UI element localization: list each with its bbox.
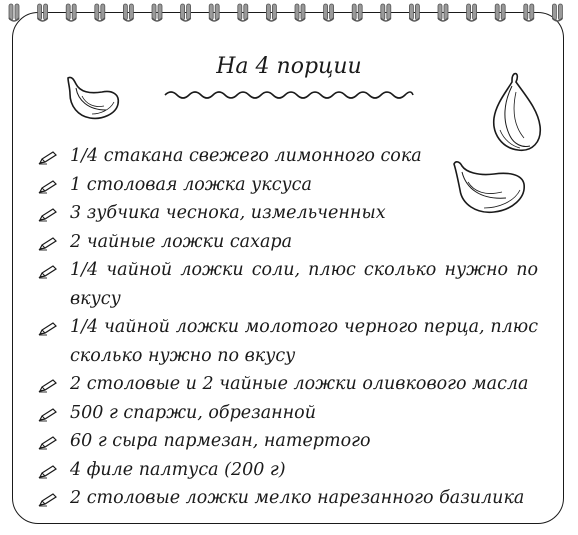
pencil-icon [38,465,58,479]
spiral-binding [0,0,578,30]
ingredient-item [38,313,538,370]
ingredient-item [38,484,538,513]
pencil-icon [38,379,58,393]
spiral-ring-icon [123,4,133,21]
spiral-ring-icon [524,4,534,21]
ingredient-item [38,427,538,456]
spiral-ring-icon [181,4,191,21]
spiral-ring-icon [66,4,76,21]
pencil-icon [38,208,58,222]
pencil-icon [38,408,58,422]
ingredient-text: 1/4 чайной ложки молотого черного перца, плюс сколько нужно по вкусу [70,317,538,366]
pencil-icon [38,436,58,450]
pencil-icon [38,493,58,507]
spiral-ring-icon [9,4,19,21]
spiral-ring-icon [409,4,419,21]
ingredient-text: 4 филе палтуса (200 г) [70,459,286,480]
ingredient-item [38,456,538,485]
spiral-ring-icon [295,4,305,21]
pencil-icon [38,151,58,165]
pencil-icon [38,237,58,251]
ingredient-text: 500 г спаржи, обрезанной [70,402,316,423]
spiral-ring-icon [552,4,562,21]
ingredient-text: 2 чайные ложки сахара [70,231,293,252]
spiral-ring-icon [209,4,219,21]
spiral-ring-icon [381,4,391,21]
ingredient-item [38,171,538,200]
pencil-icon [38,265,58,279]
ingredient-list [38,142,538,513]
servings-title: На 4 порции [216,54,362,79]
ingredient-text: 1/4 стакана свежего лимонного сока [70,146,422,166]
spiral-ring-icon [266,4,276,21]
ingredient-item [38,228,538,257]
ingredient-item [38,370,538,399]
pencil-icon [38,322,58,336]
spiral-ring-icon [467,4,477,21]
ingredient-text: 60 г сыра пармезан, натертого [70,431,371,451]
ingredient-text: 3 зубчика чеснока, измельченных [70,203,386,223]
spiral-ring-icon [495,4,505,21]
pencil-icon [38,180,58,194]
spiral-ring-icon [152,4,162,21]
ingredient-item [38,199,538,228]
spiral-ring-icon [352,4,362,21]
ingredient-text: 1 столовая ложка уксуса [70,174,312,195]
ingredient-text: 2 столовые и 2 чайные ложки оливкового масла [70,374,529,394]
ingredient-item [38,399,538,428]
ingredient-text: 1/4 чайной ложки соли, плюс сколько нужно по вкусу [70,260,538,309]
spiral-ring-icon [238,4,248,21]
spiral-ring-icon [438,4,448,21]
spiral-ring-icon [95,4,105,21]
spiral-ring-icon [38,4,48,21]
ingredient-text: 2 столовые ложки мелко нарезанного базилика [70,488,525,508]
garlic-clove-icon [62,74,124,124]
spiral-ring-icon [324,4,334,21]
ingredient-item [38,142,538,171]
ingredient-item [38,256,538,313]
wavy-divider [163,88,415,102]
